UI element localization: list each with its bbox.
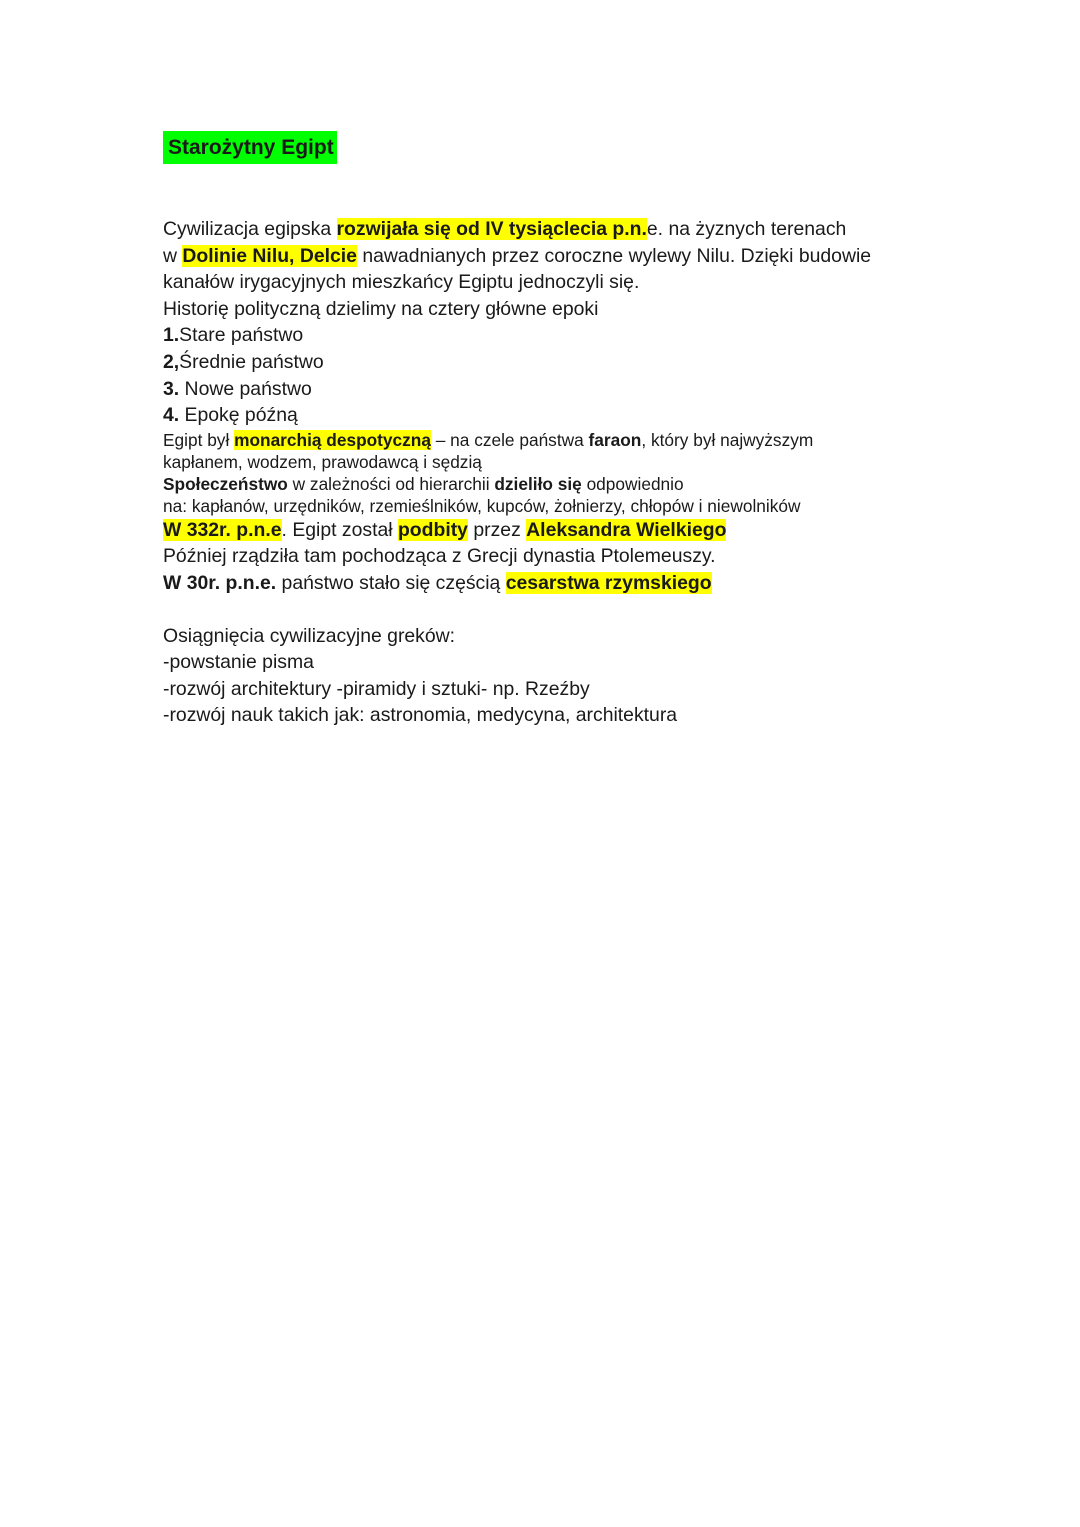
paragraph-line xyxy=(163,517,963,544)
bold-text: faraon xyxy=(588,429,642,450)
bold-text: Społeczeństwo xyxy=(163,473,288,494)
list-item: -powstanie pisma xyxy=(163,651,314,674)
epoch-item xyxy=(163,402,963,429)
paragraph-line: kapłanem, wodzem, prawodawcą i sędzią xyxy=(163,451,482,472)
epoch-number: 1. xyxy=(163,324,180,347)
highlighted-text: Aleksandra Wielkiego xyxy=(526,518,727,541)
epoch-number: 2, xyxy=(163,350,180,373)
highlighted-text: rozwijała się od IV tysiąclecia p.n. xyxy=(336,218,647,240)
paragraph-line: kanałów irygacyjnych mieszkańcy Egiptu jednoczyli się. xyxy=(163,271,640,294)
document-body xyxy=(163,216,963,729)
text-span: e. na żyznych terenach xyxy=(646,218,847,240)
paragraph-line xyxy=(163,243,963,270)
text-span: odpowiednio xyxy=(581,473,684,494)
blank-line xyxy=(163,597,963,623)
highlighted-text: cesarstwa rzymskiego xyxy=(505,571,712,594)
text-span: nawadnianych przez coroczne wylewy Nilu. Dzięki budowie xyxy=(356,244,872,267)
text-span: państwo stało się częścią xyxy=(276,571,506,594)
epoch-item xyxy=(163,349,963,376)
highlighted-text: monarchią despotyczną xyxy=(234,429,431,450)
text-span: Egipt był xyxy=(163,429,235,450)
epoch-label: Średnie państwo xyxy=(179,350,324,373)
paragraph-line: Historię polityczną dzielimy na cztery główne epoki xyxy=(163,297,599,320)
highlighted-text: W 332r. p.n.e xyxy=(163,518,282,541)
paragraph-line xyxy=(163,216,963,243)
bold-text: dzieliło się xyxy=(494,473,582,494)
text-span: Cywilizacja egipska xyxy=(163,218,337,240)
epoch-item xyxy=(163,322,963,349)
text-span: , który był najwyższym xyxy=(641,429,814,450)
bold-text: W 30r. p.n.e. xyxy=(163,571,277,594)
paragraph-line xyxy=(163,473,963,495)
epoch-item xyxy=(163,376,963,403)
epoch-label: Stare państwo xyxy=(179,324,304,347)
text-span: – na czele państwa xyxy=(430,429,589,450)
document-title: Starożytny Egipt xyxy=(163,131,337,164)
highlighted-text: Dolinie Nilu, Delcie xyxy=(182,244,357,267)
list-item: -rozwój nauk takich jak: astronomia, medycyna, architektura xyxy=(163,704,678,727)
achievements-heading: Osiągnięcia cywilizacyjne greków: xyxy=(163,624,456,647)
text-span: w xyxy=(163,244,183,267)
epoch-label: Epokę późną xyxy=(179,404,298,427)
highlighted-text: podbity xyxy=(397,518,468,541)
paragraph-line xyxy=(163,570,963,597)
epoch-number: 4. xyxy=(163,404,180,427)
list-item: -rozwój architektury -piramidy i sztuki- np. Rzeźby xyxy=(163,677,590,700)
epoch-label: Nowe państwo xyxy=(179,377,312,400)
paragraph-line: Później rządziła tam pochodząca z Grecji dynastia Ptolemeuszy. xyxy=(163,545,716,568)
text-span: przez xyxy=(467,518,527,541)
text-span: w zależności od hierarchii xyxy=(287,473,495,494)
paragraph-line: na: kapłanów, urzędników, rzemieślników, kupców, żołnierzy, chłopów i niewolników xyxy=(163,495,801,516)
text-span: . Egipt został xyxy=(281,518,398,541)
epoch-number: 3. xyxy=(163,377,180,400)
paragraph-line xyxy=(163,429,963,451)
